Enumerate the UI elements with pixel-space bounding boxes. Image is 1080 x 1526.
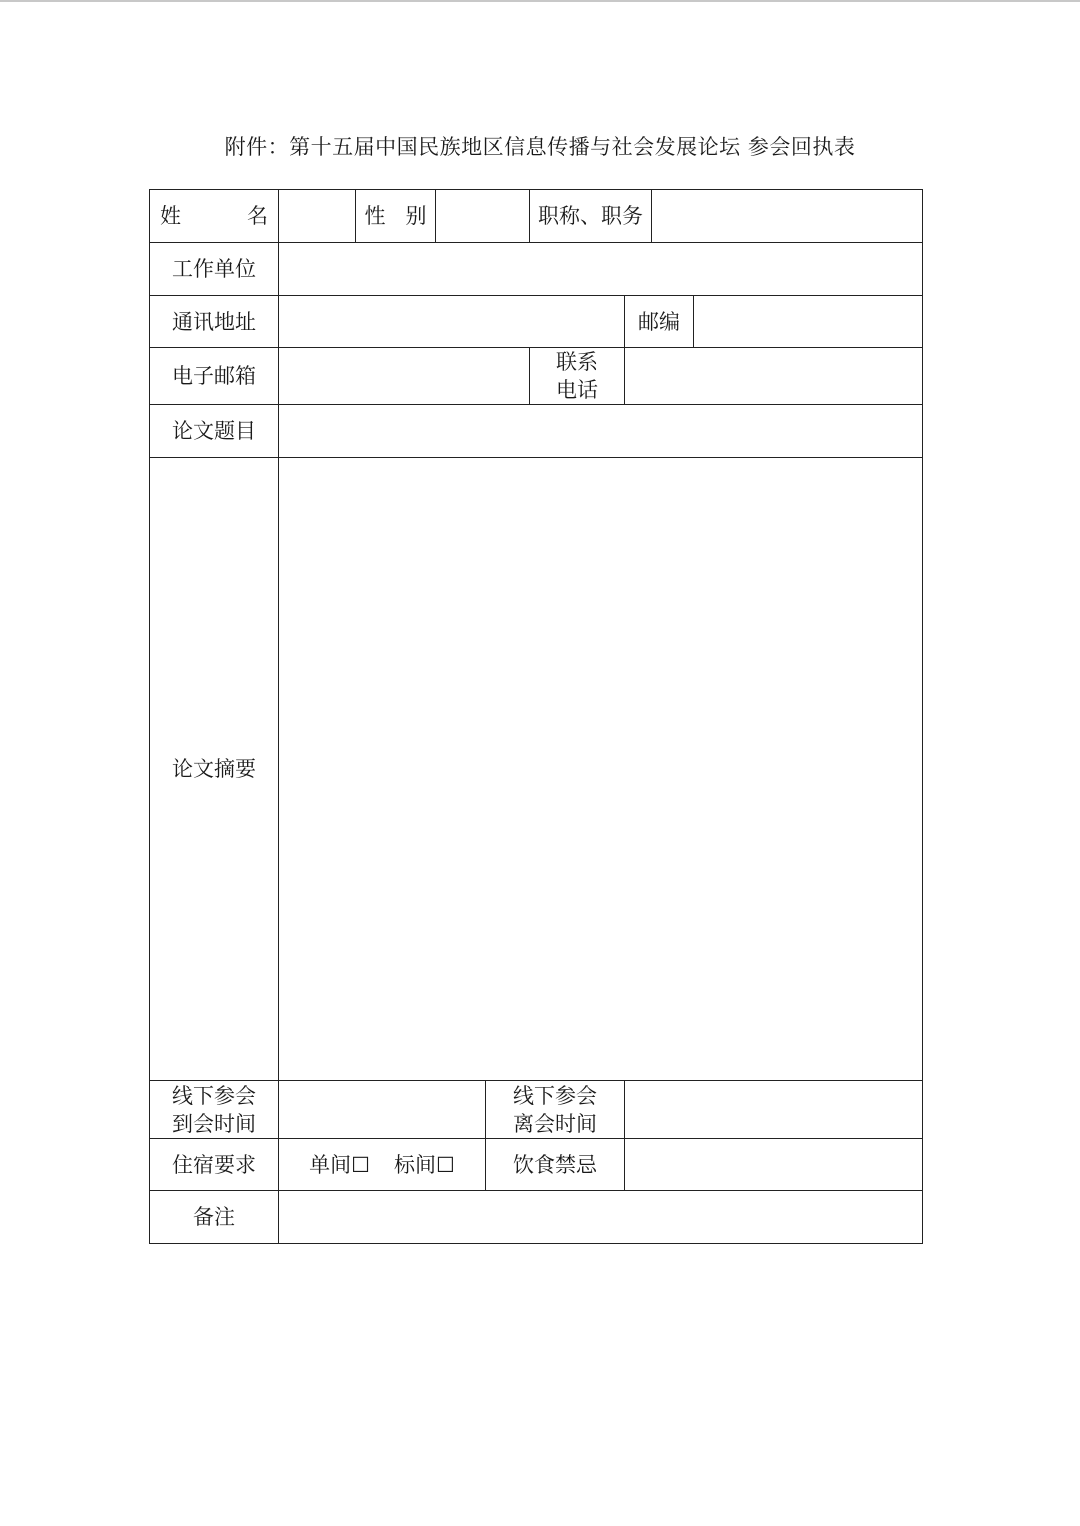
accommodation-label: 住宿要求: [150, 1139, 279, 1191]
name-label: [150, 190, 279, 243]
departure-label-line2: 离会时间: [513, 1111, 597, 1136]
gender-label: [356, 190, 436, 243]
arrival-label-line1: 线下参会: [172, 1083, 256, 1108]
room-standard-option[interactable]: 标间☐: [394, 1152, 455, 1177]
row-name: [150, 190, 923, 243]
phone-label-line2: 电话: [556, 378, 598, 402]
dietary-field[interactable]: [625, 1139, 923, 1191]
dietary-label: 饮食禁忌: [486, 1139, 625, 1191]
arrival-time-label: [150, 1081, 279, 1139]
work-unit-field[interactable]: [279, 243, 923, 296]
paper-abstract-field[interactable]: [279, 458, 923, 1081]
row-accommodation: [150, 1139, 923, 1191]
gender-field[interactable]: [436, 190, 530, 243]
mailing-address-field[interactable]: [279, 296, 625, 348]
title-position-label: 职称、职务: [530, 190, 652, 243]
phone-field[interactable]: [625, 348, 923, 405]
paper-title-label: 论文题目: [150, 405, 279, 458]
row-work-unit: [150, 243, 923, 296]
postcode-field[interactable]: [694, 296, 923, 348]
row-abstract: [150, 458, 923, 1081]
arrival-label-line2: 到会时间: [172, 1111, 256, 1136]
room-single-option[interactable]: 单间☐: [309, 1152, 370, 1177]
row-arrival-departure: [150, 1081, 923, 1139]
mailing-address-label: 通讯地址: [150, 296, 279, 348]
row-address: [150, 296, 923, 348]
registration-form-table: [149, 189, 923, 1244]
row-paper-title: [150, 405, 923, 458]
departure-time-field[interactable]: [625, 1081, 923, 1139]
accommodation-options: [279, 1139, 486, 1191]
row-remarks: [150, 1191, 923, 1244]
row-contact: [150, 348, 923, 405]
departure-time-label: [486, 1081, 625, 1139]
paper-abstract-label: 论文摘要: [150, 458, 279, 1081]
gender-label-char2: 别: [405, 204, 427, 228]
departure-label-line1: 线下参会: [513, 1083, 597, 1108]
postcode-label: 邮编: [625, 296, 694, 348]
page-title: 附件：第十五届中国民族地区信息传播与社会发展论坛 参会回执表: [224, 135, 856, 159]
name-field[interactable]: [279, 190, 356, 243]
work-unit-label: 工作单位: [150, 243, 279, 296]
remarks-field[interactable]: [279, 1191, 923, 1244]
remarks-label: 备注: [150, 1191, 279, 1244]
email-field[interactable]: [279, 348, 530, 405]
top-border-line: [0, 0, 1080, 2]
name-label-char1: 姓: [160, 204, 181, 228]
phone-label-line1: 联系: [556, 350, 598, 374]
title-position-field[interactable]: [652, 190, 923, 243]
paper-title-field[interactable]: [279, 405, 923, 458]
gender-label-char1: 性: [364, 204, 386, 228]
arrival-time-field[interactable]: [279, 1081, 486, 1139]
email-label: 电子邮箱: [150, 348, 279, 405]
phone-label: [530, 348, 625, 405]
name-label-char2: 名: [247, 204, 268, 228]
